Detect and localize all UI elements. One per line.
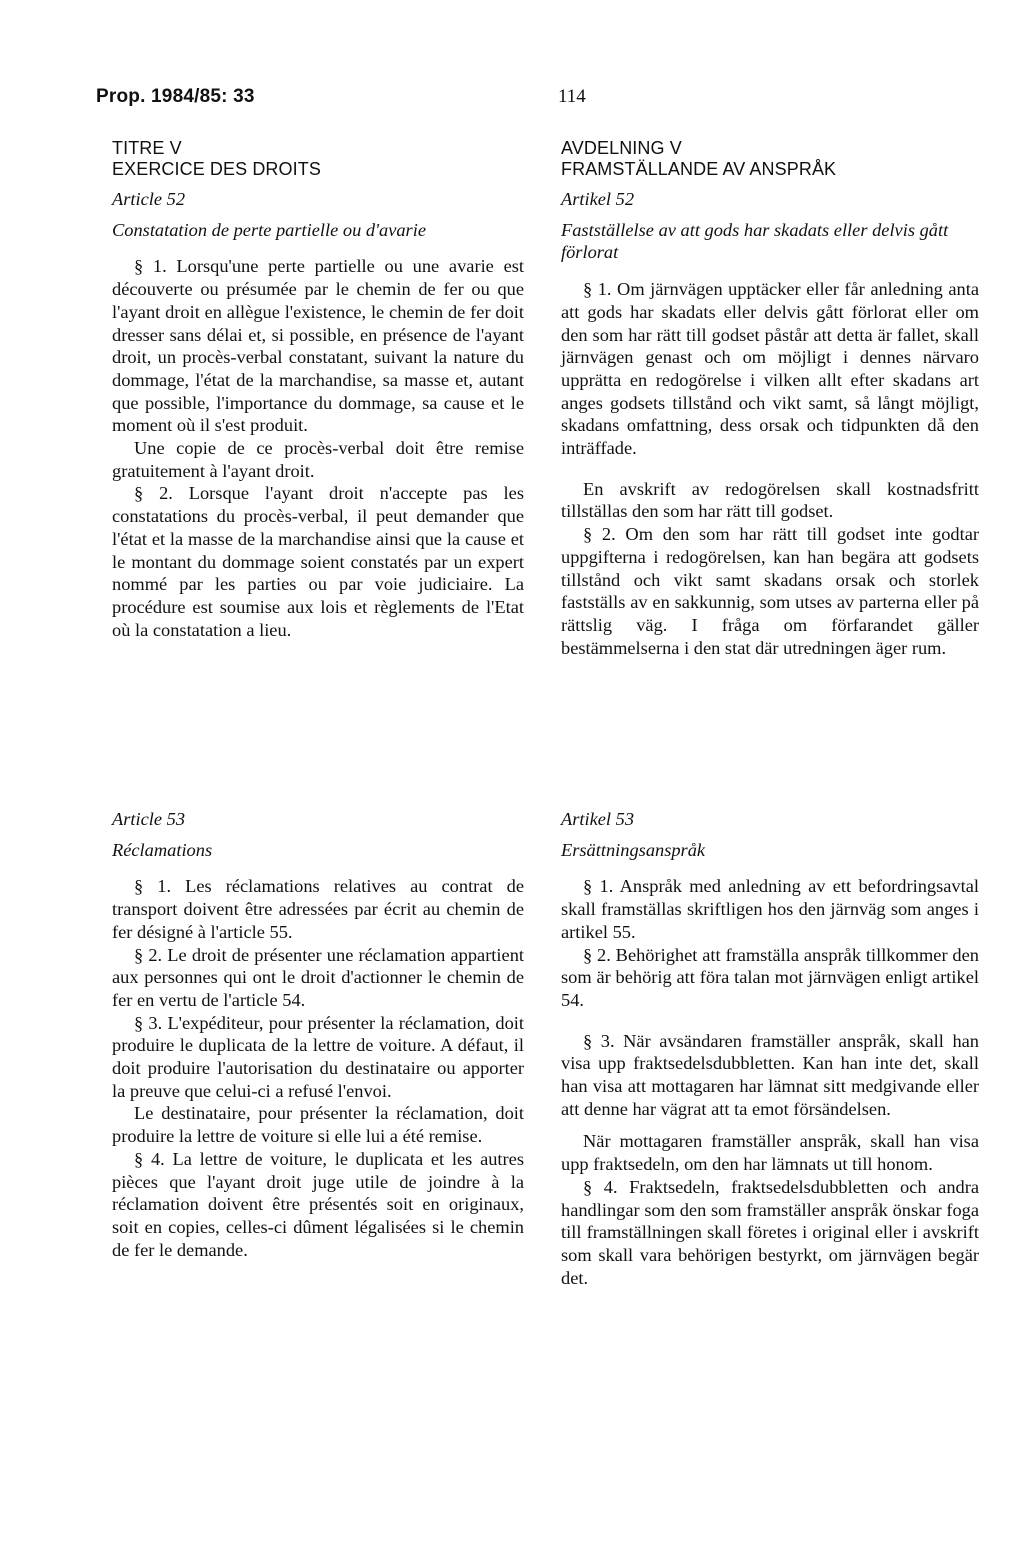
left-article-53-paragraph-5: § 4. La lettre de voiture, le duplicata et les autres pièces que l'ayant droit juge utile de joindre à la réclamation doivent être présentés soit en originaux, soit en copies, celles-ci dûment légalisées si le chemin de fer le demande.: [112, 1148, 524, 1260]
left-column-article-53: [112, 800, 524, 1261]
right-article-52-paragraph-3: § 2. Om den som har rätt till godset inte godtar uppgifterna i redogörelsen, kan han begära att godsets tillstånd och vikt samt skadans orsak och storlek fastställs av en sakkunnig, som utses av parterna eller på rättslig väg. I fråga om förfarandet gäller bestämmelserna i den stat där utredningen äger rum.: [561, 524, 979, 658]
left-article-53-subtitle: Réclamations: [112, 839, 213, 860]
right-article-53-small-gap: [561, 1120, 979, 1130]
right-article-53-paragraph-4: När mottagaren framställer anspråk, skall han visa upp fraktsedeln, om den har lämnats ut till honom.: [561, 1131, 979, 1175]
left-article-52-paragraph-2: Une copie de ce procès-verbal doit être remise gratuitement à l'ayant droit.: [112, 438, 524, 481]
right-article-52-paragraph-1: § 1. Om järnvägen upptäcker eller får anledning anta att gods har skadats eller delvis gått förlorat eller om den som har rätt till godset påstår att detta är fallet, skall järnvägen genast och om möjligt i dennes närvaro upprätta en redogörelse i vilken allt efter skadans art anges godsets tillstånd och vikt samt, så långt möjligt, skadans omfattning, dess orsak och tidpunkten då den inträffade.: [561, 279, 979, 459]
page-number: 114: [558, 86, 586, 107]
left-title-line-1: TITRE V: [112, 138, 182, 158]
right-article-53-paragraph-3: § 3. När avsändaren framställer anspråk, skall han visa upp fraktsedelsdubbletten. Kan han inte det, skall han visa att mottagaren har lämnat sitt medgivande eller att denne har vägrat att ta emot försändelsen.: [561, 1030, 979, 1119]
right-article-53-gap: [561, 1012, 979, 1030]
left-article-52-heading: Article 52: [112, 189, 186, 209]
left-column-article-52: [112, 138, 524, 641]
right-title-line-1: AVDELNING V: [561, 138, 682, 158]
right-title-line-2: FRAMSTÄLLANDE AV ANSPRÅK: [561, 159, 837, 179]
left-article-53-heading: Article 53: [112, 809, 186, 829]
right-column-article-53: [561, 800, 979, 1289]
left-article-53-paragraph-4: Le destinataire, pour présenter la réclamation, doit produire la lettre de voiture si elle lui a été remise.: [112, 1103, 524, 1147]
left-article-53-paragraph-3: § 3. L'expéditeur, pour présenter la réclamation, doit produire le duplicata de la lettre de voiture. A défaut, il doit produire l'autorisation du destinataire ou apporter la preuve que celui-ci a refusé l'envoi.: [112, 1012, 524, 1101]
right-article-53-paragraph-5: § 4. Fraktsedeln, fraktsedelsdubbletten och andra handlingar som den som framställer anspråk önskar foga till framställningen skall företes i original eller i avskrift som skall vara behörigen bestyrkt, om järnvägen begär det.: [561, 1176, 979, 1288]
right-article-52-subtitle: Fastställelse av att gods har skadats eller delvis gått förlorat: [561, 219, 949, 263]
left-article-52-subtitle: Constatation de perte partielle ou d'avarie: [112, 219, 426, 240]
right-article-53-paragraph-2: § 2. Behörighet att framställa anspråk tillkommer den som är behörig att föra talan mot järnvägen enligt artikel 54.: [561, 944, 979, 1010]
right-article-53-heading: Artikel 53: [561, 809, 635, 829]
right-article-53-paragraph-1: § 1. Anspråk med anledning av ett befordringsavtal skall framställas skriftligen hos den järnväg som anges i artikel 55.: [561, 876, 979, 942]
left-article-53-paragraph-2: § 2. Le droit de présenter une réclamation appartient aux personnes qui ont le droit d'actionner le chemin de fer en vertu de l'article 54.: [112, 944, 524, 1010]
right-article-52-heading: Artikel 52: [561, 189, 635, 209]
left-article-52-paragraph-3: § 2. Lorsque l'ayant droit n'accepte pas les constatations du procès-verbal, il peut demander que l'état et la masse de la marchandise ainsi que la cause et le montant du dommage soient constatés par un expert nommé par les parties ou par voie judiciaire. La procédure est soumise aux lois et règlements de l'Etat où la constatation a lieu.: [112, 483, 524, 640]
left-article-53-paragraph-1: § 1. Les réclamations relatives au contrat de transport doivent être adressées par écrit au chemin de fer désigné à l'article 55.: [112, 876, 524, 942]
right-paragraph-gap: [561, 460, 979, 478]
proposition-reference: Prop. 1984/85: 33: [96, 86, 255, 107]
left-article-52-paragraph-1: § 1. Lorsqu'une perte partielle ou une avarie est découverte ou présumée par le chemin de fer ou que l'ayant droit en allègue l'existence, le chemin de fer doit dresser sans délai et, si possible, en présence de l'ayant droit, un procès-verbal constatant, suivant la nature du dommage, l'état de la marchandise, sa masse et, autant que possible, l'importance du dommage, sa cause et le moment où il s'est produit.: [112, 256, 524, 436]
right-column-article-52: [561, 138, 979, 659]
left-title-line-2: EXERCICE DES DROITS: [112, 159, 321, 179]
right-article-53-subtitle: Ersättningsanspråk: [561, 839, 706, 860]
right-article-52-paragraph-2: En avskrift av redogörelsen skall kostnadsfritt tillställas den som har rätt till godset.: [561, 478, 979, 522]
page-header: [96, 86, 920, 116]
